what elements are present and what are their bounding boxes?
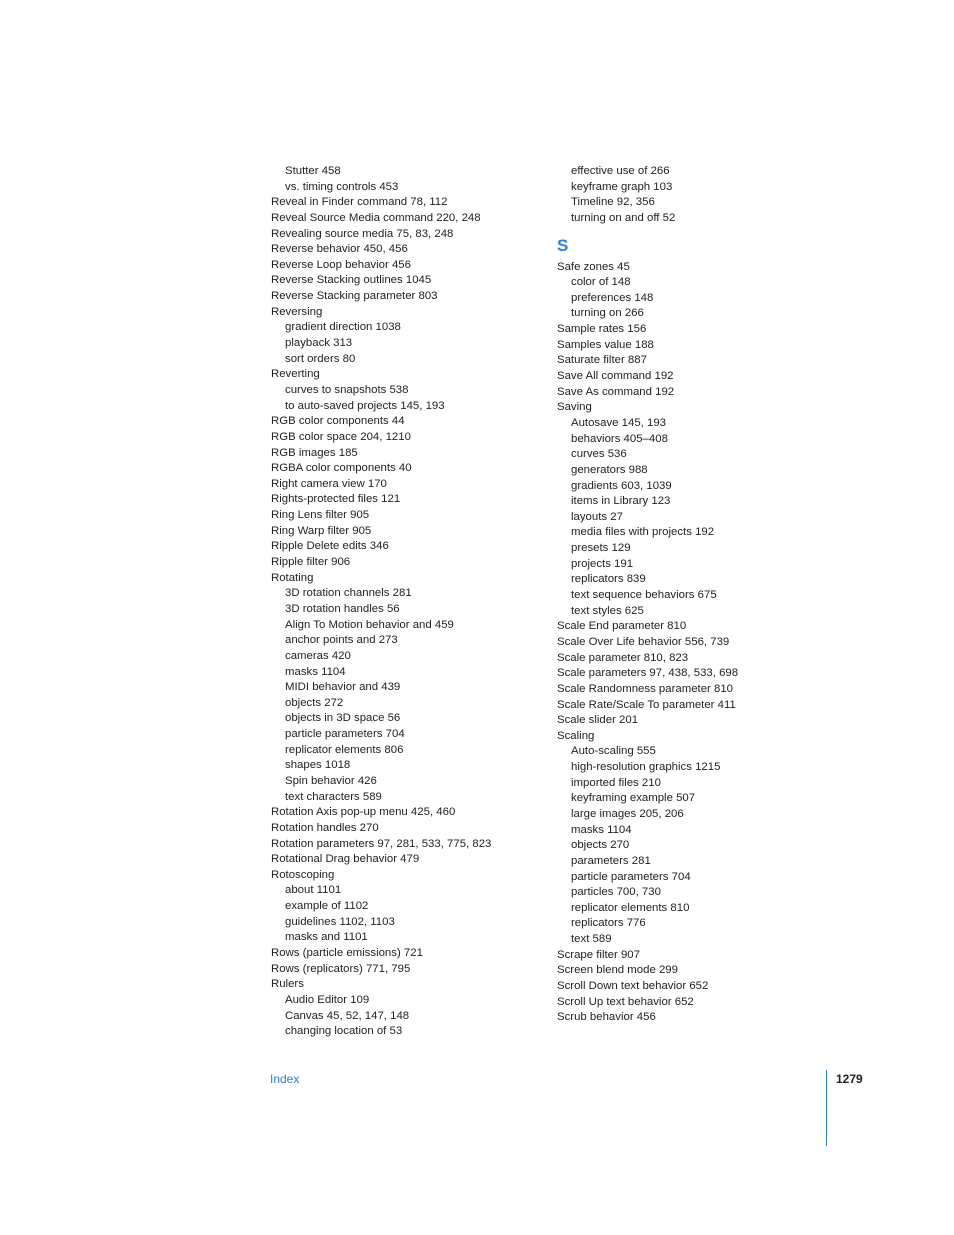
- index-subentry: 3D rotation handles 56: [285, 602, 400, 615]
- index-subentry: particles 700, 730: [571, 886, 661, 899]
- index-subentry: particle parameters 704: [285, 728, 405, 741]
- index-subentry: generators 988: [571, 463, 648, 476]
- index-subentry: Audio Editor 109: [285, 993, 370, 1006]
- index-subentry: Spin behavior 426: [285, 774, 377, 787]
- index-subentry: changing location of 53: [285, 1025, 403, 1038]
- index-entry: RGB images 185: [271, 446, 358, 459]
- index-subentry: cameras 420: [285, 649, 351, 662]
- index-subentry: MIDI behavior and 439: [285, 681, 401, 694]
- index-subentry: text styles 625: [571, 604, 644, 617]
- index-entry: Scroll Up text behavior 652: [557, 995, 694, 1008]
- index-subentry: curves 536: [571, 448, 627, 461]
- index-subentry: parameters 281: [571, 854, 651, 867]
- index-entry: Rotational Drag behavior 479: [271, 853, 420, 866]
- index-subentry: items in Library 123: [571, 495, 671, 508]
- index-subentry: turning on and off 52: [571, 211, 676, 224]
- index-entry: Reversing: [271, 305, 323, 318]
- index-subentry: vs. timing controls 453: [285, 180, 399, 193]
- index-subentry: about 1101: [285, 884, 342, 897]
- index-column-left: [271, 164, 546, 1040]
- index-subentry: masks 1104: [285, 665, 346, 678]
- index-entry: Rotation parameters 97, 281, 533, 775, 823: [271, 837, 492, 850]
- index-subentry: objects 272: [285, 696, 344, 709]
- index-entry: Scale Over Life behavior 556, 739: [557, 635, 730, 648]
- index-subentry: Auto-scaling 555: [571, 745, 656, 758]
- index-entry: Reverse Loop behavior 456: [271, 258, 411, 271]
- index-section-letter: S: [557, 235, 569, 255]
- footer-divider: [826, 1070, 827, 1146]
- index-entry: RGB color components 44: [271, 415, 405, 428]
- index-entry: Save As command 192: [557, 385, 675, 398]
- index-entry: Right camera view 170: [271, 477, 387, 490]
- index-entry: Ripple Delete edits 346: [271, 540, 389, 553]
- index-subentry: preferences 148: [571, 291, 654, 304]
- index-subentry: Stutter 458: [285, 165, 341, 177]
- index-entry: Scale Rate/Scale To parameter 411: [557, 698, 736, 711]
- index-subentry: color of 148: [571, 276, 631, 289]
- index-entry: Scroll Down text behavior 652: [557, 980, 709, 993]
- index-entry: Scrape filter 907: [557, 948, 640, 961]
- index-entry: Sample rates 156: [557, 323, 647, 336]
- index-subentry: masks and 1101: [285, 931, 368, 944]
- index-entry: RGBA color components 40: [271, 462, 412, 475]
- index-entry: Rulers: [271, 978, 304, 991]
- index-subentry: curves to snapshots 538: [285, 383, 409, 396]
- index-entry: Reverse behavior 450, 456: [271, 243, 408, 256]
- index-entry: Saving: [557, 401, 592, 414]
- index-subentry: text sequence behaviors 675: [571, 589, 717, 602]
- index-entry: Rows (particle emissions) 721: [271, 947, 423, 960]
- index-entry: Scale Randomness parameter 810: [557, 682, 734, 695]
- index-entry: Scale parameters 97, 438, 533, 698: [557, 667, 739, 680]
- index-subentry: effective use of 266: [571, 165, 670, 177]
- index-subentry: layouts 27: [571, 510, 623, 523]
- index-subentry: text characters 589: [285, 790, 382, 803]
- index-entry: Reverse Stacking parameter 803: [271, 290, 438, 303]
- index-subentry: behaviors 405–408: [571, 432, 668, 445]
- index-entry: Ring Lens filter 905: [271, 509, 370, 522]
- index-entry: Reverting: [271, 368, 320, 381]
- index-subentry: shapes 1018: [285, 759, 351, 772]
- index-entry: Save All command 192: [557, 370, 674, 383]
- index-entry: Scale parameter 810, 823: [557, 651, 689, 664]
- index-entry: Rotation handles 270: [271, 821, 379, 834]
- index-entry: Rotation Axis pop-up menu 425, 460: [271, 806, 456, 819]
- index-subentry: imported files 210: [571, 776, 661, 789]
- index-subentry: media files with projects 192: [571, 526, 715, 539]
- index-entry: Rights-protected files 121: [271, 493, 401, 506]
- index-subentry: gradient direction 1038: [285, 321, 401, 334]
- index-subentry: objects in 3D space 56: [285, 712, 401, 725]
- index-subentry: guidelines 1102, 1103: [285, 915, 395, 928]
- index-subentry: playback 313: [285, 337, 353, 350]
- index-subentry: Autosave 145, 193: [571, 416, 666, 429]
- index-subentry: particle parameters 704: [571, 870, 691, 883]
- index-subentry: replicators 776: [571, 917, 646, 930]
- index-entry: Rows (replicators) 771, 795: [271, 962, 411, 975]
- index-entry: Samples value 188: [557, 338, 654, 351]
- index-subentry: objects 270: [571, 839, 630, 852]
- index-entry: Scaling: [557, 729, 595, 742]
- index-subentry: Align To Motion behavior and 459: [285, 618, 454, 631]
- index-entry: Rotoscoping: [271, 868, 335, 881]
- footer-section-label: Index: [270, 1072, 300, 1086]
- index-subentry: turning on 266: [571, 307, 644, 320]
- index-subentry: keyframing example 507: [571, 792, 696, 805]
- index-entry: Reveal in Finder command 78, 112: [271, 196, 448, 209]
- index-entry: Screen blend mode 299: [557, 964, 678, 977]
- index-subentry: anchor points and 273: [285, 634, 398, 647]
- index-subentry: projects 191: [571, 557, 634, 570]
- index-subentry: high-resolution graphics 1215: [571, 761, 721, 774]
- index-entry: Scale slider 201: [557, 714, 639, 727]
- index-subentry: replicators 839: [571, 573, 646, 586]
- index-subentry: gradients 603, 1039: [571, 479, 672, 492]
- index-entry: Scrub behavior 456: [557, 1011, 656, 1024]
- index-entry: Revealing source media 75, 83, 248: [271, 227, 454, 240]
- index-entry: Reveal Source Media command 220, 248: [271, 211, 481, 224]
- index-entry: Ripple filter 906: [271, 556, 351, 569]
- index-column-right: [557, 164, 817, 1026]
- index-entry: Scale End parameter 810: [557, 620, 687, 633]
- index-entry: Reverse Stacking outlines 1045: [271, 274, 432, 287]
- page-number: 1279: [836, 1072, 863, 1086]
- index-subentry: replicator elements 810: [571, 901, 690, 914]
- index-subentry: presets 129: [571, 542, 631, 555]
- index-subentry: large images 205, 206: [571, 807, 684, 820]
- index-subentry: Canvas 45, 52, 147, 148: [285, 1009, 410, 1022]
- index-entry: RGB color space 204, 1210: [271, 430, 411, 443]
- index-subentry: sort orders 80: [285, 352, 356, 365]
- index-entry: Rotating: [271, 571, 314, 584]
- index-subentry: replicator elements 806: [285, 743, 404, 756]
- index-subentry: to auto-saved projects 145, 193: [285, 399, 445, 412]
- index-subentry: example of 1102: [285, 900, 369, 913]
- index-entry: Ring Warp filter 905: [271, 524, 372, 537]
- index-entry: Saturate filter 887: [557, 354, 647, 367]
- index-subentry: 3D rotation channels 281: [285, 587, 412, 600]
- index-subentry: text 589: [571, 933, 612, 946]
- index-subentry: masks 1104: [571, 823, 632, 836]
- index-subentry: keyframe graph 103: [571, 180, 673, 193]
- index-entry: Safe zones 45: [557, 260, 630, 273]
- index-subentry: Timeline 92, 356: [571, 196, 655, 209]
